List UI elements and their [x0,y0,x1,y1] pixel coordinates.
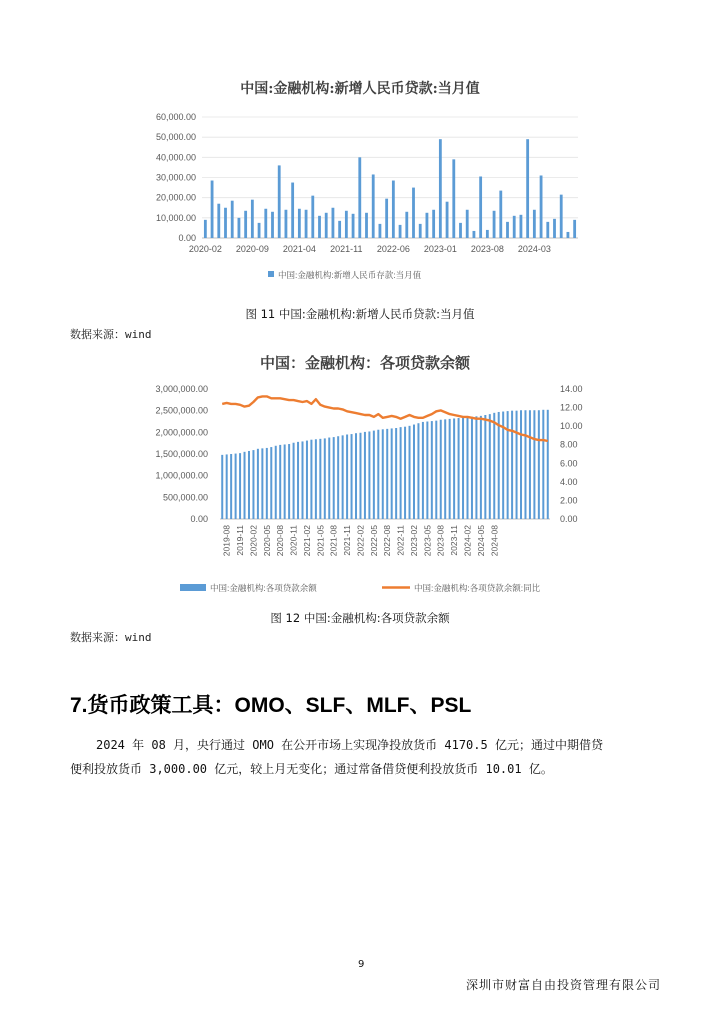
chart2-y2-tick-label: 10.00 [560,421,583,432]
chart1-x-tick-label: 2020-02 [188,244,222,254]
chart2-bar [524,410,526,519]
chart1-bar [499,191,502,238]
chart1-y-tick-label: 60,000.00 [155,112,196,122]
chart1-bar [560,195,563,238]
chart2-y-tick-label: 0.00 [190,514,208,524]
chart1-bar [258,223,261,238]
chart2-bar [498,412,500,519]
chart2-bar [301,441,303,519]
chart1-bar [224,208,227,238]
chart2-x-tick-label: 2020-02 [248,525,259,557]
chart1-bar [506,222,509,238]
chart1-x-tick-label: 2021-11 [330,244,363,254]
chart1-bar [278,165,281,238]
chart1-bar [204,220,207,238]
chart2-y-ticks-right [560,384,583,524]
chart1-legend-label: 中国:金融机构:新增人民币存款:当月值 [278,270,422,280]
data-source-2: 数据来源：wind [70,631,152,644]
chart1-bar [251,200,254,238]
chart2-bar [480,416,482,519]
chart2-bar [315,439,317,519]
chart2-bar [484,415,486,519]
chart1-bar [238,218,241,238]
chart2-bar [221,455,223,519]
chart1-y-tick-label: 40,000.00 [155,152,196,163]
chart1-bar [345,211,348,238]
chart1-bar [405,212,408,238]
chart2-bar [471,417,473,519]
chart2-bar [377,430,379,519]
chart1-bar [546,222,549,238]
chart1-x-tick-label: 2022-06 [376,244,410,254]
chart2-bar [355,433,357,519]
chart2-bar [333,437,335,519]
chart2-bar [547,410,549,519]
chart2-bar [533,410,535,519]
chart2-y2-tick-label: 2.00 [560,495,578,506]
chart1-bar [426,213,429,238]
chart2-y-tick-label: 3,000,000.00 [155,384,208,394]
chart2-x-tick-label: 2022-05 [368,525,379,557]
chart1-bar [399,225,402,238]
chart2-y-ticks-left [155,384,208,524]
body-paragraph-line-2: 便利投放货币 3,000.00 亿元，较上月无变化；通过常备借贷便利投放货币 10.01 亿。 [70,762,553,776]
chart2-y-tick-label: 1,500,000.00 [155,449,208,459]
chart2-bar [257,449,259,519]
chart2-bar [261,448,263,519]
chart1-y-tick-label: 10,000.00 [155,212,196,223]
chart1-bar [372,174,375,238]
chart1-bar [553,219,556,238]
chart1-bar [540,175,543,238]
chart1-bar [318,216,321,238]
chart2-bar [449,419,451,519]
chart1-bar [526,139,529,238]
chart2-bar [440,420,442,519]
chart2-x-tick-label: 2023-08 [435,525,446,557]
chart1-bar [419,224,422,238]
chart2-svg [110,378,590,600]
figure11-caption: 图 11 中国:金融机构:新增人民币贷款:当月值 [245,307,475,321]
chart2-bar [373,431,375,519]
chart2-x-tick-label: 2024-05 [475,525,486,557]
chart2-bar [342,435,344,519]
chart2-bar [382,429,384,519]
chart1-bar [473,231,476,238]
chart1-bar [338,221,341,238]
chart2-y-tick-label: 2,000,000.00 [155,427,208,438]
figure12-caption: 图 12 中国:金融机构:各项贷款余额 [270,611,450,625]
chart2-x-tick-label: 2022-08 [382,525,393,557]
chart2-x-tick-label: 2020-05 [261,525,272,557]
chart2-x-tick-label: 2024-08 [489,525,500,557]
chart2-bar [400,427,402,519]
chart1-legend [268,270,422,280]
chart2-bar [235,454,237,519]
chart2-bar [293,443,295,519]
chart2-bar [466,417,468,519]
chart2-bar [359,433,361,519]
chart2-y-tick-label: 500,000.00 [162,492,208,503]
chart2-bar [395,428,397,519]
chart1-x-tick-label: 2024-03 [517,244,551,254]
chart1-x-tick-label: 2023-01 [423,244,457,254]
chart2-bar [511,411,513,519]
chart1-bars [204,139,576,238]
chart2-y2-tick-label: 4.00 [560,476,578,487]
chart2-bar [453,418,455,519]
chart1-bar [244,211,247,238]
chart1-bar [392,181,395,238]
chart1-bar [486,230,489,238]
chart1-bar [385,199,388,238]
chart1-bar [352,214,355,238]
chart1-bar [520,215,523,238]
chart2-x-tick-label: 2022-11 [395,525,406,556]
chart2-x-tick-label: 2023-02 [408,525,419,557]
chart1-bar [325,213,328,238]
chart2-bar [346,435,348,520]
chart2-y2-tick-label: 0.00 [560,514,578,524]
chart2-x-ticks [222,525,500,556]
chart2-bar [284,444,286,519]
chart2-bar [444,419,446,519]
chart2-bar [489,414,491,519]
chart2-x-tick-label: 2024-02 [462,525,473,557]
chart2-bar [226,454,228,519]
chart2-bar [493,413,495,519]
chart2-x-tick-label: 2021-11 [342,525,353,556]
chart2-bar [516,411,518,519]
footer-company: 深圳市财富自由投资管理有限公司 [466,978,662,992]
chart2-bar [404,427,406,519]
chart1-bar [412,188,415,238]
chart2-bar [409,426,411,519]
chart1-bar [231,201,234,238]
chart1-bar [466,210,469,238]
chart1-svg [130,100,590,290]
chart2-x-tick-label: 2021-02 [301,525,312,557]
chart2-bar [364,432,366,519]
chart1-bar [379,224,382,238]
chart1-bar [513,216,516,238]
chart2-bar [270,447,272,519]
chart2-bar [275,446,277,519]
chart2-x-tick-label: 2020-08 [275,525,286,557]
data-source-1: 数据来源：wind [70,328,152,341]
chart2-bar [244,452,246,519]
chart2-bar [319,439,321,519]
chart2-x-tick-label: 2021-05 [315,525,326,557]
chart2-y2-tick-label: 12.00 [560,402,583,413]
chart2-bar [279,445,281,519]
chart2-x-tick-label: 2022-02 [355,525,366,557]
chart2-y-tick-label: 2,500,000.00 [155,405,208,416]
chart2-bar [306,441,308,519]
chart2-bar [324,438,326,519]
chart2-bar [422,422,424,519]
chart1-x-tick-label: 2023-08 [470,244,504,254]
chart2-bar [431,421,433,519]
chart1-bar [211,181,214,238]
chart2-y2-tick-label: 14.00 [560,384,583,394]
chart2-bar [266,448,268,519]
page-number: 9 [358,959,365,970]
chart1-bar [217,204,220,238]
chart1-bar [479,176,482,238]
chart2-y2-tick-label: 6.00 [560,458,578,469]
chart1-bar [567,232,570,238]
chart1-bar [311,196,314,238]
chart1-y-tick-label: 20,000.00 [155,192,196,203]
chart2-y2-tick-label: 8.00 [560,439,578,450]
chart2-bar [426,422,428,520]
chart1-bar [439,139,442,238]
chart1-x-tick-label: 2021-04 [282,244,316,254]
chart2-legend [180,583,541,593]
chart2-bar [417,423,419,519]
chart1-bar [264,209,267,238]
chart1-bar [446,202,449,238]
chart1-bar [358,157,361,238]
chart2-bar [391,428,393,519]
chart1-y-tick-label: 0.00 [178,233,196,243]
chart1-bar [291,183,294,238]
section-heading: 7.货币政策工具：OMO、SLF、MLF、PSL [70,694,472,717]
chart1-x-ticks [189,244,551,254]
chart2-bar [351,434,353,519]
chart2-legend-bar-swatch [180,584,206,591]
chart2-bar [529,410,531,519]
chart1-bar [365,213,368,238]
chart1-bar [332,208,335,238]
chart2-bar [239,453,241,519]
chart2-bar [248,451,250,519]
chart2-bar [310,440,312,519]
chart2-bar [542,410,544,519]
chart2-bar [368,431,370,519]
chart2-bar [230,454,232,519]
chart1-bar [305,210,308,238]
chart1-legend-swatch [268,271,274,277]
chart2-bar [475,416,477,519]
chart2-bar [538,410,540,519]
chart1-bar [459,223,462,238]
chart2-legend-bar-label: 中国:金融机构:各项贷款余额 [210,583,317,593]
chart2-bar [328,438,330,519]
chart1-bar [533,210,536,238]
chart2-bar [435,421,437,519]
chart1-bar [452,159,455,238]
chart2-legend-line-label: 中国:金融机构:各项贷款余额:同比 [414,583,541,593]
chart1-bar [432,210,435,238]
chart1-y-tick-label: 30,000.00 [155,172,196,183]
chart1-title: 中国:金融机构:新增人民币贷款:当月值 [240,81,480,97]
chart2-bar [288,444,290,519]
chart2-x-tick-label: 2019-11 [235,525,246,556]
chart2-bar [520,410,522,519]
body-paragraph-line-1: 2024 年 08 月，央行通过 OMO 在公开市场上实现净投放货币 4170.5 亿元；通过中期借贷 [96,738,603,752]
chart1-bar [493,211,496,238]
chart2-x-tick-label: 2023-05 [422,525,433,557]
chart1-bar [573,220,576,238]
chart2-bar [413,425,415,519]
chart1-bar [271,212,274,238]
chart2-bar [507,411,509,519]
chart2-y-tick-label: 1,000,000.00 [155,470,208,481]
chart1-bar [285,210,288,238]
chart1-bar [298,209,301,238]
chart2-bar [297,442,299,519]
chart2-bar [386,429,388,519]
chart2-title: 中国：金融机构：各项贷款余额 [259,354,470,372]
chart2-bar [337,436,339,519]
chart1-x-tick-label: 2020-09 [235,244,269,254]
chart1-y-ticks [156,112,196,243]
chart1-y-tick-label: 50,000.00 [155,132,196,143]
chart2-bar [252,450,254,519]
chart2-x-tick-label: 2020-11 [288,525,299,556]
chart2-x-tick-label: 2019-08 [221,525,232,557]
chart2-bar [458,418,460,519]
chart2-x-tick-label: 2021-08 [328,525,339,557]
chart2-x-tick-label: 2023-11 [449,525,460,556]
chart2-bar [462,418,464,519]
